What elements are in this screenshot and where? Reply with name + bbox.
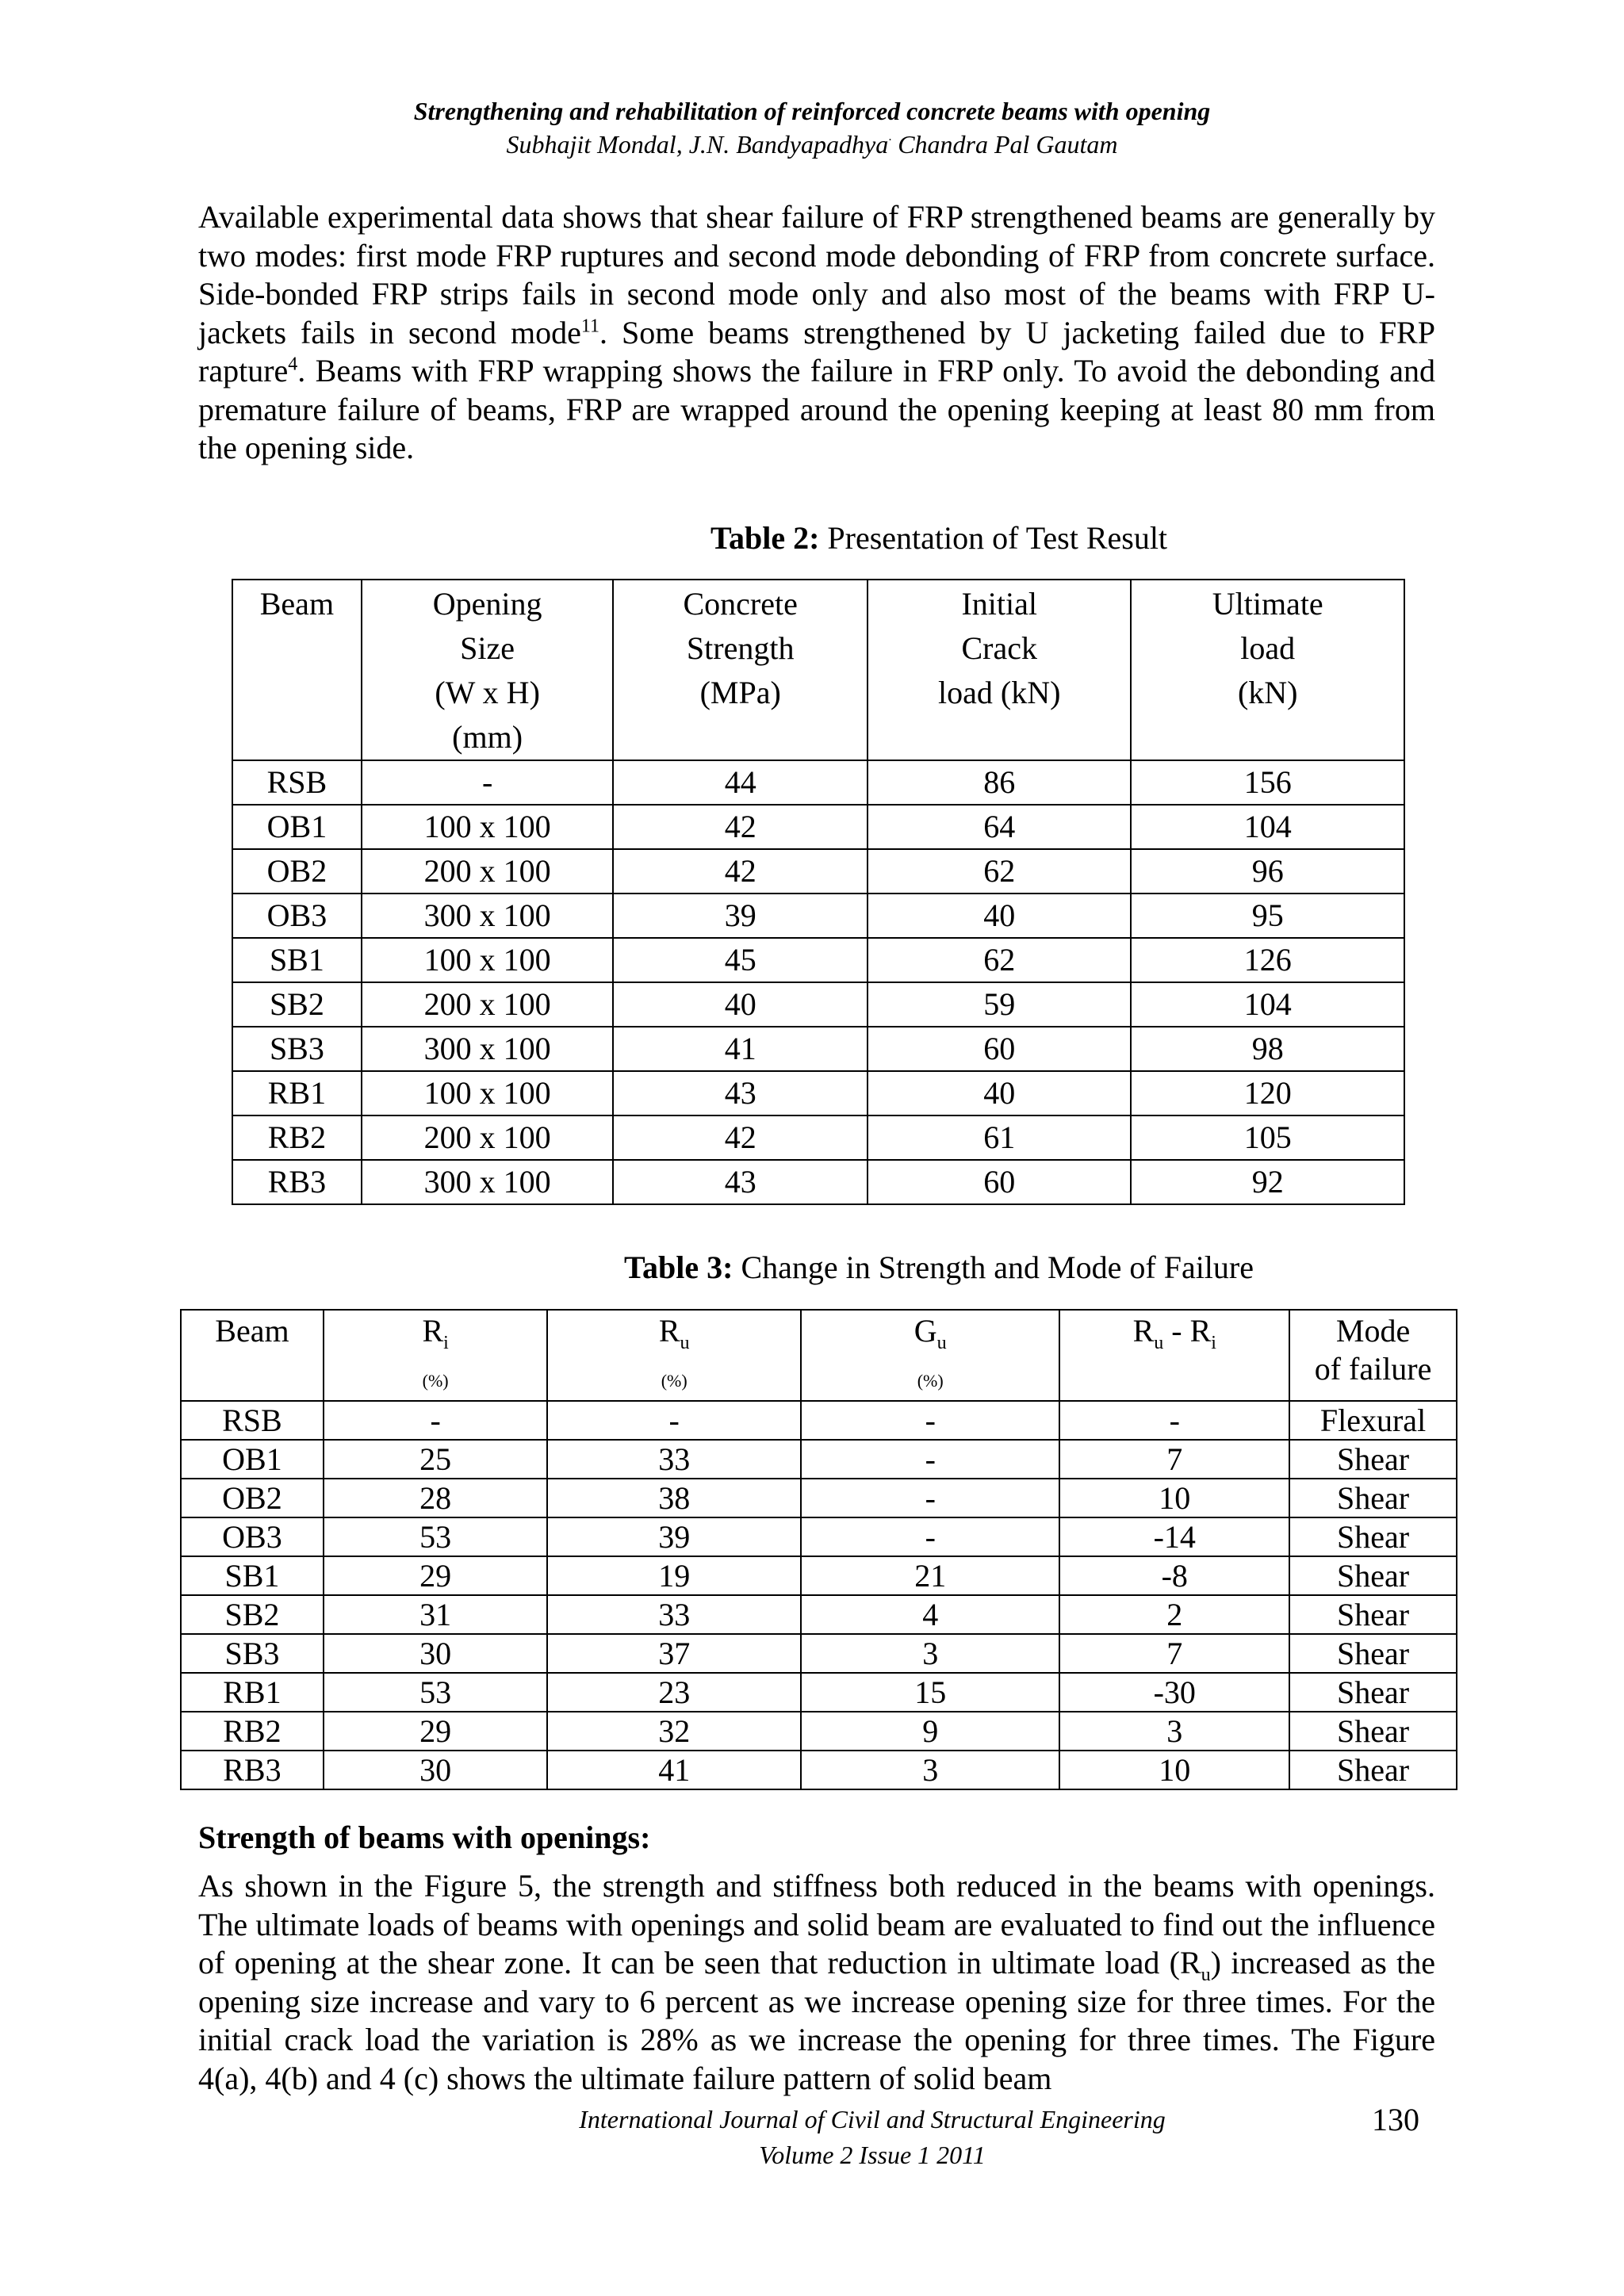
table-cell: 62 (868, 849, 1131, 894)
table-cell: 104 (1131, 805, 1404, 849)
table-cell: RB2 (181, 1712, 324, 1751)
running-authors: Subhajit Mondal, J.N. Bandyapadhya· Chandra Pal Gautam (506, 130, 1118, 159)
table-cell: -8 (1059, 1556, 1289, 1595)
table-cell: - (547, 1401, 801, 1440)
table-cell: OB3 (181, 1517, 324, 1556)
table3-header-beam: Beam (181, 1310, 324, 1401)
para1-text-b: . Some beams strengthened by U jacketing failed due to FRP rapture (198, 314, 1435, 388)
table-row (181, 1556, 1457, 1595)
table3-header-ru: $R_u$ (%) (547, 1310, 801, 1401)
table-cell: 41 (547, 1751, 801, 1789)
section-paragraph (198, 1867, 1435, 2098)
table3-header-ru-minus-ri: $R_u - R_i$ (1059, 1310, 1289, 1401)
table-row (232, 1027, 1404, 1071)
table-cell: SB3 (181, 1634, 324, 1673)
table-cell: 43 (613, 1160, 868, 1204)
reference-4: 4 (288, 354, 298, 375)
table-cell: 200 x 100 (362, 1115, 614, 1160)
table-cell: Shear (1289, 1751, 1457, 1789)
table2-header-ultimate: Ultimate load (kN) (1131, 580, 1404, 760)
table-cell: 30 (324, 1634, 548, 1673)
table-cell: SB2 (181, 1595, 324, 1634)
table-cell: 53 (324, 1673, 548, 1712)
table-cell: 23 (547, 1673, 801, 1712)
table-row (181, 1517, 1457, 1556)
footer-volume: Volume 2 Issue 1 2011 (759, 2141, 986, 2169)
table-cell: OB3 (232, 894, 362, 938)
table-cell: -30 (1059, 1673, 1289, 1712)
table-cell: 19 (547, 1556, 801, 1595)
table-cell: RB1 (181, 1673, 324, 1712)
table-cell: 37 (547, 1634, 801, 1673)
table3-header-row (181, 1310, 1457, 1401)
table-cell: -14 (1059, 1517, 1289, 1556)
table-row (181, 1673, 1457, 1712)
table3-caption (127, 1249, 1624, 1286)
table-cell: 92 (1131, 1160, 1404, 1204)
table-cell: 300 x 100 (362, 1027, 614, 1071)
table-row (232, 894, 1404, 938)
para1-text-c: . Beams with FRP wrapping shows the failure in FRP only. To avoid the debonding and premature failure of beams, FRP are wrapped around the opening keeping at least 80 mm from the opening side. (198, 353, 1435, 465)
table-row (181, 1595, 1457, 1634)
table-cell: RB2 (232, 1115, 362, 1160)
table-cell: 200 x 100 (362, 982, 614, 1027)
table-cell: - (1059, 1401, 1289, 1440)
table-cell: 40 (868, 1071, 1131, 1115)
table-cell: Shear (1289, 1634, 1457, 1673)
table-cell: 64 (868, 805, 1131, 849)
table-cell: RB3 (181, 1751, 324, 1789)
table-cell: 98 (1131, 1027, 1404, 1071)
table-cell: 21 (801, 1556, 1060, 1595)
table-cell: Shear (1289, 1556, 1457, 1595)
table-row (181, 1634, 1457, 1673)
running-title: Strengthening and rehabilitation of reinforced concrete beams with opening (413, 97, 1211, 125)
table-cell: 61 (868, 1115, 1131, 1160)
table-cell: RSB (181, 1401, 324, 1440)
table-cell: 41 (613, 1027, 868, 1071)
table-row (232, 1115, 1404, 1160)
table-cell: 100 x 100 (362, 1071, 614, 1115)
table-cell: 38 (547, 1479, 801, 1517)
table3-caption-label: Table 3: (624, 1249, 733, 1285)
table2-body (232, 760, 1404, 1204)
table-cell: Shear (1289, 1517, 1457, 1556)
intro-paragraph (198, 198, 1435, 468)
table-cell: - (801, 1401, 1060, 1440)
table2-test-results (232, 579, 1405, 1205)
table-cell: RSB (232, 760, 362, 805)
table-cell: 3 (1059, 1712, 1289, 1751)
table-cell: Shear (1289, 1673, 1457, 1712)
footer-journal: International Journal of Civil and Structural Engineering (579, 2105, 1166, 2133)
table-cell: 120 (1131, 1071, 1404, 1115)
table-cell: 40 (613, 982, 868, 1027)
table-cell: 60 (868, 1160, 1131, 1204)
table-cell: 86 (868, 760, 1131, 805)
table-cell: 4 (801, 1595, 1060, 1634)
table-cell: 29 (324, 1712, 548, 1751)
table-cell: 96 (1131, 849, 1404, 894)
table-row (232, 1071, 1404, 1115)
table-cell: 100 x 100 (362, 805, 614, 849)
table-row (181, 1479, 1457, 1517)
table-cell: Flexural (1289, 1401, 1457, 1440)
table-cell: 32 (547, 1712, 801, 1751)
table-cell: 62 (868, 938, 1131, 982)
section-subscript-u: u (1201, 1965, 1211, 1985)
para1-text-a: Available experimental data shows that shear failure of FRP strengthened beams are generally by two modes: first mode FRP ruptures and second mode debonding of FRP from concrete surface. Side-bonded FRP strips fails in second mode only and also most of the beams with FRP U-jackets fails in second mode (198, 199, 1435, 350)
table2-header-beam: Beam (232, 580, 362, 760)
table-cell: OB1 (232, 805, 362, 849)
table-cell: OB2 (181, 1479, 324, 1517)
table-cell: 42 (613, 805, 868, 849)
table-cell: 15 (801, 1673, 1060, 1712)
table-cell: 30 (324, 1751, 548, 1789)
table-cell: RB1 (232, 1071, 362, 1115)
table-row (181, 1401, 1457, 1440)
table-cell: - (362, 760, 614, 805)
table-cell: - (801, 1479, 1060, 1517)
table2-caption (127, 519, 1624, 557)
table-row (232, 938, 1404, 982)
table-cell: 2 (1059, 1595, 1289, 1634)
table-cell: OB2 (232, 849, 362, 894)
table-cell: 7 (1059, 1634, 1289, 1673)
table-cell: 300 x 100 (362, 1160, 614, 1204)
table-cell: 59 (868, 982, 1131, 1027)
table-cell: 9 (801, 1712, 1060, 1751)
table-cell: - (801, 1440, 1060, 1479)
table2-caption-text: Presentation of Test Result (819, 520, 1168, 556)
table3-body (181, 1401, 1457, 1789)
table-cell: 39 (547, 1517, 801, 1556)
section-text-b: ) increased as the opening size increase and vary to 6 percent as we increase opening size for three times. For the initial crack load the variation is 28% as we increase the opening for three times. The Figure 4(a), 4(b) and 4 (c) shows the ultimate failure pattern of solid beam (198, 1945, 1435, 2096)
table-cell: 10 (1059, 1751, 1289, 1789)
table2-header-initial: Initial Crack load (kN) (868, 580, 1131, 760)
table-cell: 33 (547, 1595, 801, 1634)
table-cell: 104 (1131, 982, 1404, 1027)
table-cell: 40 (868, 894, 1131, 938)
table-row (181, 1712, 1457, 1751)
table-row (232, 982, 1404, 1027)
table-cell: 100 x 100 (362, 938, 614, 982)
table-cell: 300 x 100 (362, 894, 614, 938)
table-cell: 45 (613, 938, 868, 982)
table-cell: Shear (1289, 1440, 1457, 1479)
table3-caption-text: Change in Strength and Mode of Failure (733, 1249, 1254, 1285)
table2-header-opening: Opening Size (W x H) (mm) (362, 580, 614, 760)
table-cell: 10 (1059, 1479, 1289, 1517)
table3-header-gu: $G_u$ (%) (801, 1310, 1060, 1401)
table2-header-row (232, 580, 1404, 760)
table-cell: 126 (1131, 938, 1404, 982)
table-cell: - (801, 1517, 1060, 1556)
table-row (181, 1440, 1457, 1479)
table3-strength-change (180, 1309, 1457, 1790)
page-number: 130 (1372, 2102, 1419, 2137)
table3-header-mode: Mode of failure (1289, 1310, 1457, 1401)
table-row (232, 805, 1404, 849)
table-cell: 42 (613, 1115, 868, 1160)
table-cell: 105 (1131, 1115, 1404, 1160)
section-text-a: As shown in the Figure 5, the strength and stiffness both reduced in the beams with openings. The ultimate loads of beams with openings and solid beam are evaluated to find out the influence of opening at the shear zone. It can be seen that reduction in ultimate load (R (198, 1868, 1435, 1980)
table-cell: 43 (613, 1071, 868, 1115)
table-cell: SB3 (232, 1027, 362, 1071)
table-cell: Shear (1289, 1595, 1457, 1634)
table-cell: Shear (1289, 1712, 1457, 1751)
table-cell: OB1 (181, 1440, 324, 1479)
table-cell: 33 (547, 1440, 801, 1479)
table-cell: 95 (1131, 894, 1404, 938)
table-cell: - (324, 1401, 548, 1440)
table-cell: 39 (613, 894, 868, 938)
table-cell: RB3 (232, 1160, 362, 1204)
table-row (232, 849, 1404, 894)
table-cell: Shear (1289, 1479, 1457, 1517)
section-heading: Strength of beams with openings: (198, 1820, 651, 1855)
table-cell: 28 (324, 1479, 548, 1517)
table-row (232, 760, 1404, 805)
table-cell: 31 (324, 1595, 548, 1634)
table-cell: SB2 (232, 982, 362, 1027)
authors-part-a: Subhajit Mondal, J.N. Bandyapadhya (506, 130, 889, 159)
table-cell: 156 (1131, 760, 1404, 805)
table-row (181, 1751, 1457, 1789)
table2-caption-label: Table 2: (710, 520, 820, 556)
table-cell: 25 (324, 1440, 548, 1479)
table-cell: 44 (613, 760, 868, 805)
table-cell: 200 x 100 (362, 849, 614, 894)
table-cell: 7 (1059, 1440, 1289, 1479)
table3-header-ri: $R_i$ (%) (324, 1310, 548, 1401)
table-cell: 60 (868, 1027, 1131, 1071)
table-cell: 3 (801, 1634, 1060, 1673)
table-cell: SB1 (181, 1556, 324, 1595)
table-cell: SB1 (232, 938, 362, 982)
table-row (232, 1160, 1404, 1204)
table-cell: 29 (324, 1556, 548, 1595)
table-cell: 3 (801, 1751, 1060, 1789)
table-cell: 53 (324, 1517, 548, 1556)
table-cell: 42 (613, 849, 868, 894)
authors-part-b: Chandra Pal Gautam (898, 130, 1118, 159)
reference-11: 11 (580, 316, 599, 337)
table2-header-concrete: Concrete Strength (MPa) (613, 580, 868, 760)
